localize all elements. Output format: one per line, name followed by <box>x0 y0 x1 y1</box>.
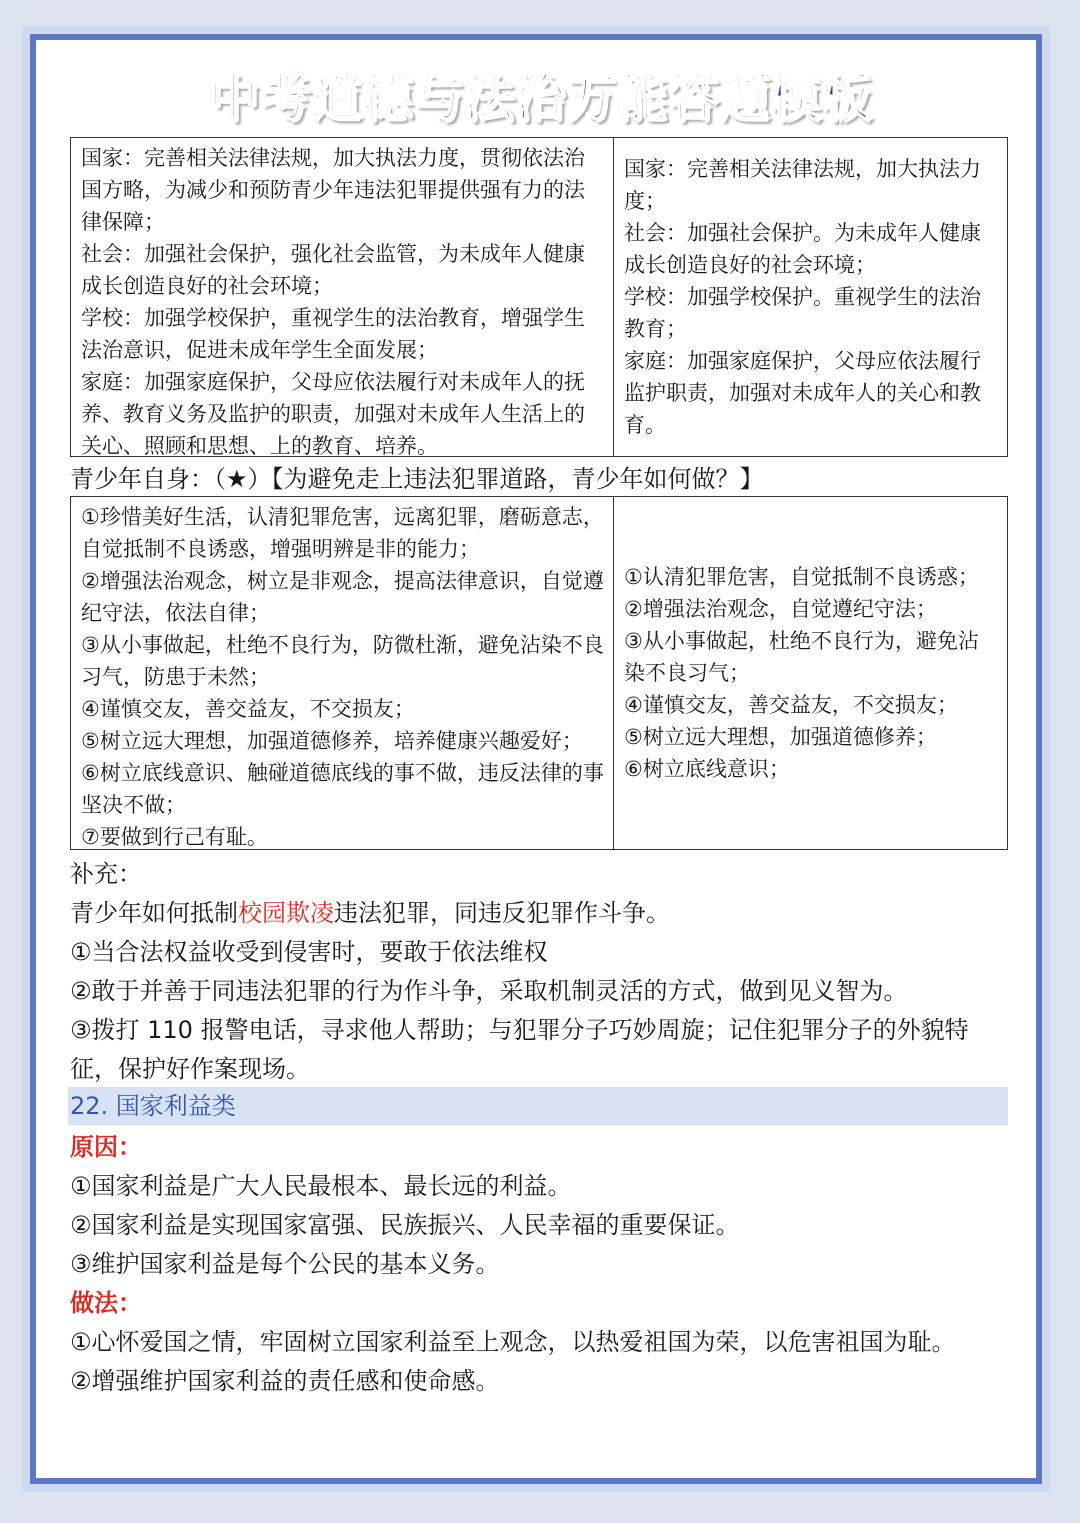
page-title <box>0 58 1080 130</box>
table-line: 学校：加强学校保护，重视学生的法治教育，增强学生法治意识，促进未成年学生全面发展； <box>81 306 585 362</box>
table-line: 学校：加强学校保护。重视学生的法治教育； <box>624 285 981 341</box>
youth-table-full <box>71 497 614 849</box>
table-line: ⑦要做到行己有耻。 <box>81 825 268 849</box>
supplement-item: ①当合法权益收受到侵害时，要敢于依法维权 <box>70 938 548 966</box>
reason-item: ③维护国家利益是每个公民的基本义务。 <box>70 1250 500 1278</box>
youth-heading: 青少年自身：（★）【为避免走上违法犯罪道路，青少年如何做？】 <box>70 465 764 493</box>
section-22-body <box>70 1128 1015 1401</box>
reason-label: 原因： <box>70 1133 142 1161</box>
reason-item: ①国家利益是广大人民最根本、最长远的利益。 <box>70 1172 572 1200</box>
supplement-item: ③拨打 110 报警电话，寻求他人帮助；与犯罪分子巧妙周旋；记住犯罪分子的外貌特征，保护好作案现场。 <box>70 1016 969 1083</box>
supplement-intro <box>70 894 1015 933</box>
table-line: 国家：完善相关法律法规，加大执法力度； <box>624 157 981 213</box>
title-part-1: 中考 <box>208 69 311 127</box>
method-item: ①心怀爱国之情，牢固树立国家利益至上观念，以热爱祖国为荣，以危害祖国为耻。 <box>70 1328 956 1356</box>
table-line: ④谨慎交友，善交益友，不交损友； <box>81 697 415 721</box>
table-line: ⑤树立远大理想，加强道德修养，培养健康兴趣爱好； <box>81 729 583 753</box>
table-line: 国家：完善相关法律法规，加大执法力度，贯彻依法治国方略，为减少和预防青少年违法犯罪提供强有力的法律保障； <box>81 146 585 234</box>
table-line: ①珍惜美好生活，认清犯罪危害，远离犯罪，磨砺意志，自觉抵制不良诱惑，增强明辨是非的能力； <box>81 505 604 561</box>
intro-text: 违法犯罪，同违反犯罪作斗争。 <box>334 899 670 927</box>
table-line: ⑥树立底线意识、触碰道德底线的事不做，违反法律的事坚决不做； <box>81 761 604 817</box>
table-line: ⑤树立远大理想，加强道德修养； <box>624 725 937 749</box>
reason-item: ②国家利益是实现国家富强、民族振兴、人民幸福的重要保证。 <box>70 1211 740 1239</box>
title-part-3: 万能答题模板 <box>565 69 872 127</box>
table-line: ⑥树立底线意识； <box>624 757 790 781</box>
supplement-item: ②敢于并善于同违法犯罪的行为作斗争，采取机制灵活的方式，做到见义智为。 <box>70 977 908 1005</box>
table-line: ④谨慎交友，善交益友，不交损友； <box>624 693 958 717</box>
table-line: 家庭：加强家庭保护，父母应依法履行对未成年人的抚养、教育义务及监护的职责，加强对未成年人生活上的关心、照顾和思想、上的教育、培养。 <box>81 370 585 458</box>
title-part-2: 道德与法治 <box>310 69 566 127</box>
protection-table-brief <box>614 138 1007 456</box>
table-line: ②增强法治观念，自觉遵纪守法； <box>624 597 937 621</box>
youth-table <box>70 496 1008 850</box>
protection-table-full <box>71 138 614 456</box>
table-line: ③从小事做起，杜绝不良行为，防微杜渐，避免沾染不良习气，防患于未然； <box>81 633 604 689</box>
section-22-title: 22. 国家利益类 <box>68 1087 1008 1125</box>
intro-highlight: 校园欺凌 <box>238 899 334 927</box>
table-line: ②增强法治观念，树立是非观念，提高法律意识，自觉遵纪守法，依法自律； <box>81 569 604 625</box>
table-line: 家庭：加强家庭保护，父母应依法履行监护职责，加强对未成年人的关心和教育。 <box>624 349 981 437</box>
table-line: 社会：加强社会保护。为未成年人健康成长创造良好的社会环境； <box>624 221 981 277</box>
method-label: 做法： <box>70 1289 142 1317</box>
table-line: 社会：加强社会保护，强化社会监管，为未成年人健康成长创造良好的社会环境； <box>81 242 585 298</box>
table-line: ③从小事做起，杜绝不良行为，避免沾染不良习气； <box>624 629 979 685</box>
method-item: ②增强维护国家利益的责任感和使命感。 <box>70 1367 500 1395</box>
supplement-block <box>70 855 1015 1089</box>
protection-table <box>70 137 1008 457</box>
table-line: ①认清犯罪危害，自觉抵制不良诱惑； <box>624 565 979 589</box>
supplement-label: 补充： <box>70 860 142 888</box>
youth-table-brief <box>614 497 1007 849</box>
intro-text: 青少年如何抵制 <box>70 899 238 927</box>
